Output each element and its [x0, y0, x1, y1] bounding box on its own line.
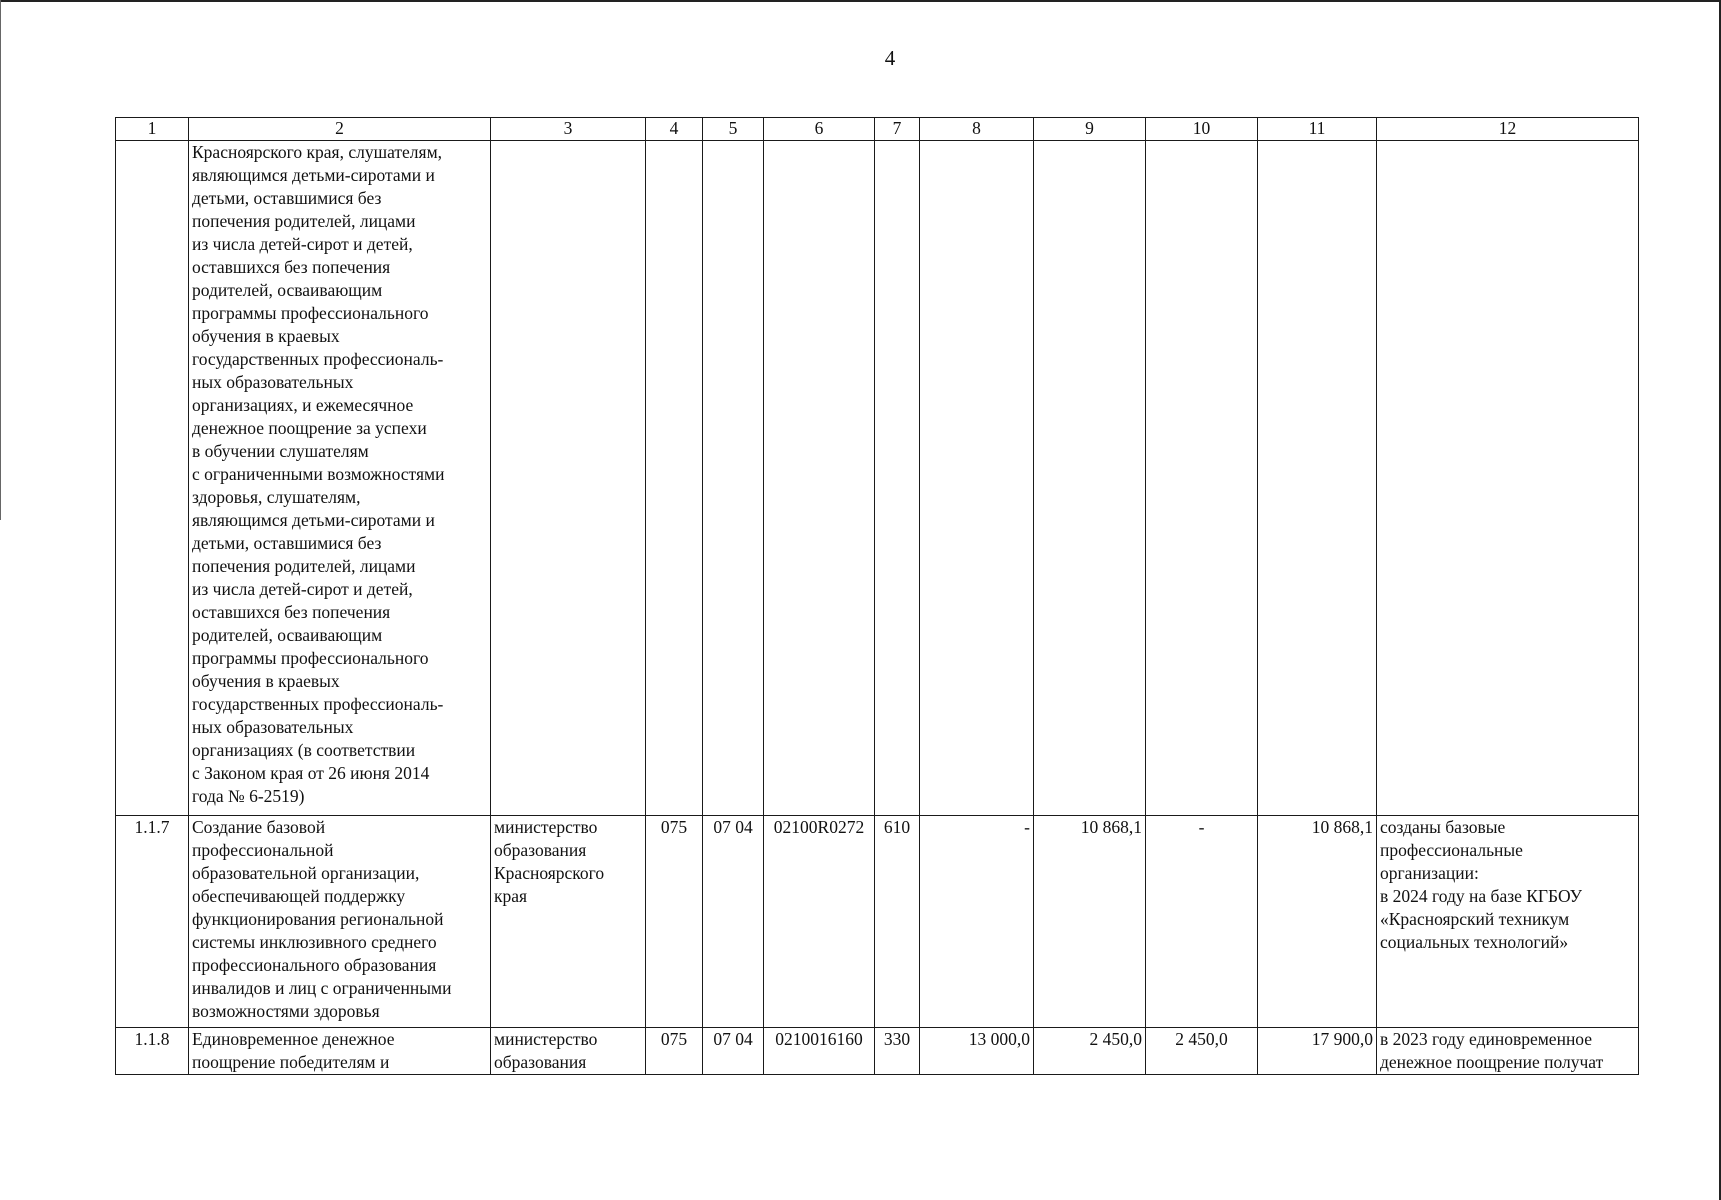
text-line: года № 6-2519): [192, 786, 305, 806]
text-line: оставшихся без попечения: [192, 257, 391, 277]
text-line: с Законом края от 26 июня 2014: [192, 763, 430, 783]
table-row: [116, 816, 1639, 1028]
text-line: здоровья, слушателям,: [192, 487, 361, 507]
grbs-code-cell: [646, 141, 703, 816]
text-line: в 2024 году на базе КГБОУ: [1380, 886, 1583, 906]
table-row: [116, 141, 1639, 816]
column-number: 4: [646, 118, 703, 141]
text-line: Единовременное денежное: [192, 1029, 395, 1049]
amount-total-cell: [1258, 141, 1377, 816]
text-line: обеспечивающей поддержку: [192, 886, 406, 906]
text-line: детьми, оставшимися без: [192, 188, 382, 208]
text-line: ных образовательных: [192, 372, 354, 392]
vr-code-cell: 330: [875, 1028, 920, 1075]
text-line: из числа детей-сирот и детей,: [192, 234, 413, 254]
grbs-code-cell: 075: [646, 816, 703, 1028]
amount-total-cell: 10 868,1: [1258, 816, 1377, 1028]
text-line: профессионального образования: [192, 955, 437, 975]
text-line: оставшихся без попечения: [192, 602, 391, 622]
activity-name-cell: [189, 141, 491, 816]
column-number: 9: [1034, 118, 1146, 141]
expected-result-cell: [1377, 141, 1639, 816]
text-line: социальных технологий»: [1380, 932, 1569, 952]
vr-code-cell: [875, 141, 920, 816]
text-line: функционирования региональной: [192, 909, 444, 929]
amount-2023-cell: [920, 141, 1034, 816]
text-line: государственных профессиональ-: [192, 349, 444, 369]
amount-2025-cell: -: [1146, 816, 1258, 1028]
rzpr-code-cell: 07 04: [703, 1028, 764, 1075]
text-line: являющимся детьми-сиротами и: [192, 165, 435, 185]
column-number: 10: [1146, 118, 1258, 141]
item-number-cell: 1.1.8: [116, 1028, 189, 1075]
amount-2024-cell: 10 868,1: [1034, 816, 1146, 1028]
program-activities-table: [115, 117, 1639, 1075]
scan-edge-top: [0, 0, 1721, 2]
text-line: созданы базовые: [1380, 817, 1506, 837]
vr-code-cell: 610: [875, 816, 920, 1028]
item-number-cell: 1.1.7: [116, 816, 189, 1028]
text-line: поощрение победителям и: [192, 1052, 390, 1072]
text-line: Красноярского: [494, 863, 605, 883]
text-line: попечения родителей, лицами: [192, 556, 416, 576]
executor-cell: [491, 1028, 646, 1075]
expected-result-cell: [1377, 1028, 1639, 1075]
text-line: родителей, осваивающим: [192, 625, 383, 645]
column-number: 6: [764, 118, 875, 141]
csr-code-cell: 0210016160: [764, 1028, 875, 1075]
executor-cell: [491, 816, 646, 1028]
text-line: образовательной организации,: [192, 863, 420, 883]
text-line: из числа детей-сирот и детей,: [192, 579, 413, 599]
text-line: министерство: [494, 1029, 598, 1049]
text-line: профессиональные: [1380, 840, 1523, 860]
text-line: организациях, и ежемесячное: [192, 395, 414, 415]
column-number: 12: [1377, 118, 1639, 141]
column-number: 11: [1258, 118, 1377, 141]
expected-result-cell: [1377, 816, 1639, 1028]
text-line: в обучении слушателям: [192, 441, 369, 461]
text-line: денежное поощрение получат: [1380, 1052, 1604, 1072]
text-line: программы профессионального: [192, 648, 429, 668]
column-number: 1: [116, 118, 189, 141]
text-line: являющимся детьми-сиротами и: [192, 510, 435, 530]
text-line: Красноярского края, слушателям,: [192, 142, 443, 162]
text-line: обучения в краевых: [192, 326, 340, 346]
scan-edge-left: [0, 0, 1, 520]
activity-name-cell: [189, 816, 491, 1028]
csr-code-cell: [764, 141, 875, 816]
text-line: профессиональной: [192, 840, 334, 860]
text-line: в 2023 году единовременное: [1380, 1029, 1593, 1049]
text-line: министерство: [494, 817, 598, 837]
rzpr-code-cell: [703, 141, 764, 816]
column-number: 3: [491, 118, 646, 141]
amount-2023-cell: 13 000,0: [920, 1028, 1034, 1075]
column-number: 2: [189, 118, 491, 141]
text-line: Создание базовой: [192, 817, 326, 837]
text-line: попечения родителей, лицами: [192, 211, 416, 231]
item-number-cell: [116, 141, 189, 816]
text-line: системы инклюзивного среднего: [192, 932, 437, 952]
text-line: края: [494, 886, 528, 906]
text-line: образования: [494, 840, 587, 860]
amount-2025-cell: [1146, 141, 1258, 816]
text-line: детьми, оставшимися без: [192, 533, 382, 553]
text-line: обучения в краевых: [192, 671, 340, 691]
amount-2024-cell: [1034, 141, 1146, 816]
column-number: 8: [920, 118, 1034, 141]
rzpr-code-cell: 07 04: [703, 816, 764, 1028]
text-line: ных образовательных: [192, 717, 354, 737]
text-line: возможностями здоровья: [192, 1001, 380, 1021]
text-line: программы профессионального: [192, 303, 429, 323]
page-number: 4: [884, 46, 896, 70]
column-number: 5: [703, 118, 764, 141]
amount-2024-cell: 2 450,0: [1034, 1028, 1146, 1075]
amount-total-cell: 17 900,0: [1258, 1028, 1377, 1075]
text-line: «Красноярский техникум: [1380, 909, 1570, 929]
amount-2023-cell: -: [920, 816, 1034, 1028]
grbs-code-cell: 075: [646, 1028, 703, 1075]
text-line: организации:: [1380, 863, 1479, 883]
executor-cell: [491, 141, 646, 816]
text-line: организациях (в соответствии: [192, 740, 416, 760]
text-line: с ограниченными возможностями: [192, 464, 445, 484]
text-line: государственных профессиональ-: [192, 694, 444, 714]
activity-name-cell: [189, 1028, 491, 1075]
text-line: денежное поощрение за успехи: [192, 418, 427, 438]
column-number-row: [116, 118, 1639, 141]
text-line: родителей, осваивающим: [192, 280, 383, 300]
table-row: [116, 1028, 1639, 1075]
amount-2025-cell: 2 450,0: [1146, 1028, 1258, 1075]
csr-code-cell: 02100R0272: [764, 816, 875, 1028]
text-line: образования: [494, 1052, 587, 1072]
text-line: инвалидов и лиц с ограниченными: [192, 978, 452, 998]
column-number: 7: [875, 118, 920, 141]
